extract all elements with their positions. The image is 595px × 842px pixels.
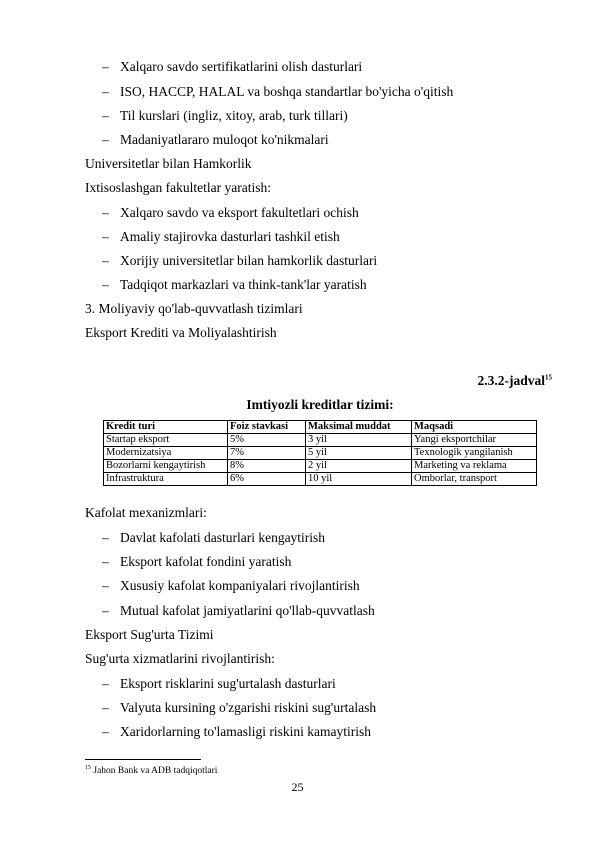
list-item-text: Mutual kafolat jamiyatlarini qo'llab-quvvatlash — [120, 603, 375, 618]
table-cell: 8% — [228, 460, 306, 473]
bullet-dash: – — [102, 132, 109, 147]
bullet-dash: – — [102, 676, 109, 691]
table-cell: Texnologik yangilanish — [412, 447, 537, 460]
bullet-dash: – — [102, 277, 109, 292]
bullet-dash: – — [102, 84, 109, 99]
table-title: Imtiyozli kreditlar tizimi: — [246, 397, 394, 412]
column-header: Maksimal muddat — [306, 421, 412, 434]
heading-finance: 3. Moliyaviy qo'lab-quvvatlash tizimlari — [85, 301, 303, 316]
table-cell: Omborlar, transport — [412, 473, 537, 486]
heading-insurance: Eksport Sug'urta Tizimi — [85, 627, 214, 642]
table-number — [478, 373, 553, 389]
list-item-text: Xalqaro savdo sertifikatlarini olish dasturlari — [120, 59, 363, 74]
column-header: Maqsadi — [412, 421, 537, 434]
column-header: Kredit turi — [104, 421, 228, 434]
bullet-dash: – — [102, 253, 109, 268]
bullet-dash: – — [102, 229, 109, 244]
list-item-text: Madaniyatlararo muloqot ko'nikmalari — [120, 132, 329, 147]
table-cell: Infrastruktura — [104, 473, 228, 486]
table-row — [104, 473, 537, 486]
table-cell: 5% — [228, 434, 306, 447]
list-item-text: Tadqiqot markazlari va think-tank'lar yaratish — [120, 277, 367, 292]
credit-table — [103, 420, 537, 486]
heading-insurance-services: Sug'urta xizmatlarini rivojlantirish: — [85, 651, 275, 666]
bullet-dash: – — [102, 530, 109, 545]
table-cell: 5 yil — [306, 447, 412, 460]
footnote-number: 15 — [85, 764, 91, 771]
list-item-text: ISO, HACCP, HALAL va boshqa standartlar bo'yicha o'qitish — [120, 84, 454, 99]
page-number: 25 — [291, 780, 304, 794]
table-cell: Yangi eksportchilar — [412, 434, 537, 447]
list-item-text: Xorijiy universitetlar bilan hamkorlik dasturlari — [120, 253, 378, 268]
list-item-text: Xalqaro savdo va eksport fakultetlari ochish — [120, 205, 359, 220]
table-cell: 10 yil — [306, 473, 412, 486]
list-item-text: Amaliy stajirovka dasturlari tashkil etish — [120, 229, 340, 244]
bullet-dash: – — [102, 700, 109, 715]
table-header-row — [104, 421, 537, 434]
list-item-text: Valyuta kursining o'zgarishi riskini sug'urtalash — [120, 700, 377, 715]
table-cell: Startap eksport — [104, 434, 228, 447]
table-cell: 6% — [228, 473, 306, 486]
table-cell: 3 yil — [306, 434, 412, 447]
footnote-divider — [85, 759, 201, 760]
footnote-ref: 15 — [545, 373, 552, 382]
list-item-text: Davlat kafolati dasturlari kengaytirish — [120, 530, 326, 545]
table-row — [104, 447, 537, 460]
table-row — [104, 434, 537, 447]
table-number-text: 2.3.2-jadval — [477, 373, 545, 388]
table-cell: Modernizatsiya — [104, 447, 228, 460]
table-cell: 7% — [228, 447, 306, 460]
list-item-text: Til kurslari (ingliz, xitoy, arab, turk tillari) — [120, 108, 348, 123]
list-item-text: Eksport risklarini sug'urtalash dasturlari — [120, 676, 336, 691]
bullet-dash: – — [102, 603, 109, 618]
table-cell: Marketing va reklama — [412, 460, 537, 473]
bullet-dash: – — [102, 578, 109, 593]
heading-export-credit: Eksport Krediti va Moliyalashtirish — [85, 325, 277, 340]
list-item-text: Xususiy kafolat kompaniyalari rivojlantirish — [120, 578, 360, 593]
bullet-dash: – — [102, 724, 109, 739]
heading-faculties: Ixtisoslashgan fakultetlar yaratish: — [85, 180, 271, 195]
bullet-dash: – — [102, 554, 109, 569]
footnote — [85, 766, 217, 776]
bullet-dash: – — [102, 59, 109, 74]
table-cell: 2 yil — [306, 460, 412, 473]
footnote-text: Jahon Bank va ADB tadqiqotlari — [93, 766, 218, 776]
bullet-dash: – — [102, 205, 109, 220]
table-row — [104, 460, 537, 473]
heading-guarantee: Kafolat mexanizmlari: — [85, 505, 207, 520]
list-item-text: Eksport kafolat fondini yaratish — [120, 554, 292, 569]
heading-university: Universitetlar bilan Hamkorlik — [85, 156, 252, 171]
column-header: Foiz stavkasi — [228, 421, 306, 434]
table-cell: Bozorlarni kengaytirish — [104, 460, 228, 473]
list-item-text: Xaridorlarning to'lamasligi riskini kamaytirish — [120, 724, 372, 739]
bullet-dash: – — [102, 108, 109, 123]
